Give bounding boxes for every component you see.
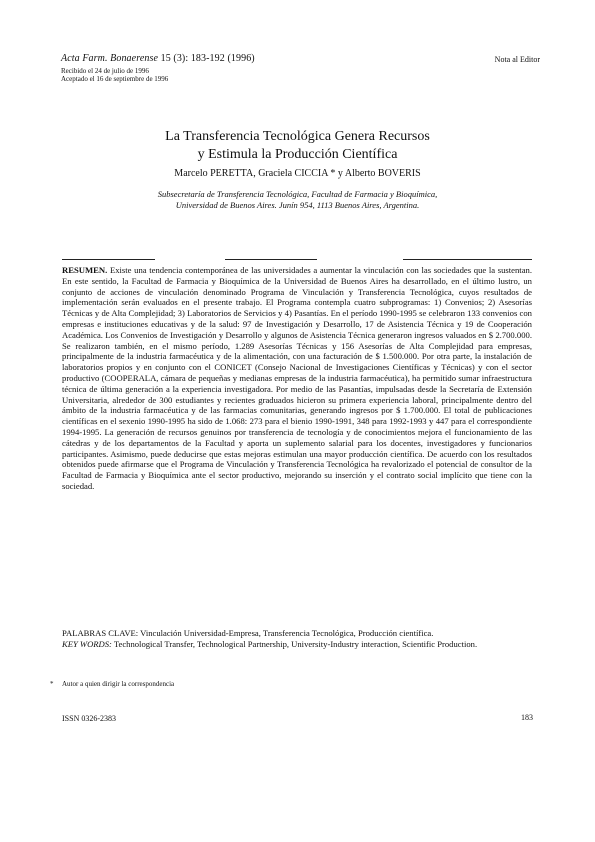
title-line-1: La Transferencia Tecnológica Genera Recursos	[165, 129, 430, 144]
accepted-date: Aceptado el 16 de septiembre de 1996	[61, 75, 169, 83]
keywords-es: Vinculación Universidad-Empresa, Transferencia Tecnológica, Producción científica.	[140, 628, 434, 638]
footnote-text: Autor a quien dirigir la correspondencia	[62, 680, 175, 688]
abstract-heading: RESUMEN.	[62, 265, 108, 275]
journal-name: Acta Farm. Bonaerense	[61, 53, 158, 64]
separator-rule	[403, 259, 532, 260]
issn: ISSN 0326-2383	[62, 714, 117, 723]
footnote	[50, 680, 174, 688]
journal-citation	[61, 53, 255, 64]
footnote-mark: *	[50, 680, 54, 688]
section-note: Nota al Editor	[494, 55, 540, 64]
keywords-block	[62, 628, 532, 649]
author-list: Marcelo PERETTA, Graciela CICCIA * y Alberto BOVERIS	[174, 168, 421, 179]
title-line-2: y Estimula la Producción Científica	[197, 147, 398, 162]
received-date: Recibido el 24 de julio de 1996	[61, 67, 149, 75]
page-number: 183	[521, 713, 533, 722]
affiliation-line-2: Universidad de Buenos Aires. Junín 954, 1113 Buenos Aires, Argentina.	[175, 200, 420, 210]
affiliation-line-1: Subsecretaría de Transferencia Tecnológica, Facultad de Farmacia y Bioquímica,	[157, 189, 438, 199]
separator-rule	[62, 259, 155, 260]
abstract-text: Existe una tendencia contemporánea de las universidades a aumentar la vinculación con las sociedades que la sustentan. En este sentido, la Facultad de Farmacia y Bioquímica de la Universidad de Buenos Aires ha desarrollado, en el último lustro, un conjunto de acciones de vinculación denominado Programa de Vinculación y Transferencia Tecnológica, cuyos resultados de implementación serán evaluados en el presente trabajo. El Programa contempla cuatro subprogramas: 1) Convenios; 2) Asesorías Técnicas y de Alta Complejidad; 3) Laboratorios de Servicios y 4) Pasantías. En el período 1990-1995 se celebraron 133 convenios con empresas e instituciones educativas y de la salud: 97 de Investigación y Desarrollo, 17 de Asistencia Técnica y 19 de Cooperación Académica. Los Convenios de Investigación y Desarrollo y algunos de Asistencia Técnica generaron ingresos valuados en $ 2.700.000. Se realizaron también, en el mismo período, 1.289 Asesorías Técnicas y 156 Asesorías de Alta Complejidad para empresas, principalmente de la industria farmacéutica y de la alimentación, con una facturación de $ 1.500.000. Por otra parte, la instalación de laboratorios propios y en conjunto con el CONICET (Consejo Nacional de Investigaciones Científicas y Técnicas) y con el sector productivo (COOPERALA, cámara de pequeñas y medianas empresas de la industria farmacéutica), ha permitido sumar infraestructura técnica de última generación a la experiencia investigadora. Por medio de las Pasantías, impulsadas desde la Secretaría de Extensión Universitaria, alrededor de 300 estudiantes y recientes graduados hicieron su primera experiencia laboral, principalmente dentro del ámbito de la industria farmacéutica y de las farmacias comunitarias, generando ingresos por $ 1.700.000. El total de publicaciones científicas en el sexenio 1990-1995 ha sido de 1.068: 273 para el bienio 1990-1991, 348 para 1992-1993 y 447 para el correspondiente 1994-1995. La generación de recursos genuinos por transferencia de tecnología y de conocimientos mejora el funcionamiento de las cátedras y de los departamentos de la Facultad y aporta un suplemento salarial para los docentes, investigadores y funcionarios participantes. Asimismo, puede deducirse que estas mejoras estimulan una mayor producción científica. De acuerdo con los resultados obtenidos puede afirmarse que el Programa de Vinculación y Transferencia Tecnológica ha revalorizado el potencial de consultor de la Facultad de Farmacia y Bioquímica ante el sector productivo, mejorando su inserción y el contrato social implícito que tiene con la sociedad.	[62, 265, 532, 491]
article-title	[0, 128, 595, 164]
article-dates	[61, 67, 168, 83]
keywords-label-es: PALABRAS CLAVE:	[62, 628, 139, 638]
affiliation	[0, 189, 595, 211]
keywords-label-en: KEY WORDS:	[62, 638, 112, 649]
keywords-en: Technological Transfer, Technological Partnership, University-Industry interaction, Scientific Production.	[113, 638, 478, 649]
journal-volume-pages: 15 (3): 183-192 (1996)	[160, 53, 255, 64]
abstract	[62, 265, 532, 492]
separator-rule	[225, 259, 317, 260]
abstract-separator	[62, 259, 532, 261]
